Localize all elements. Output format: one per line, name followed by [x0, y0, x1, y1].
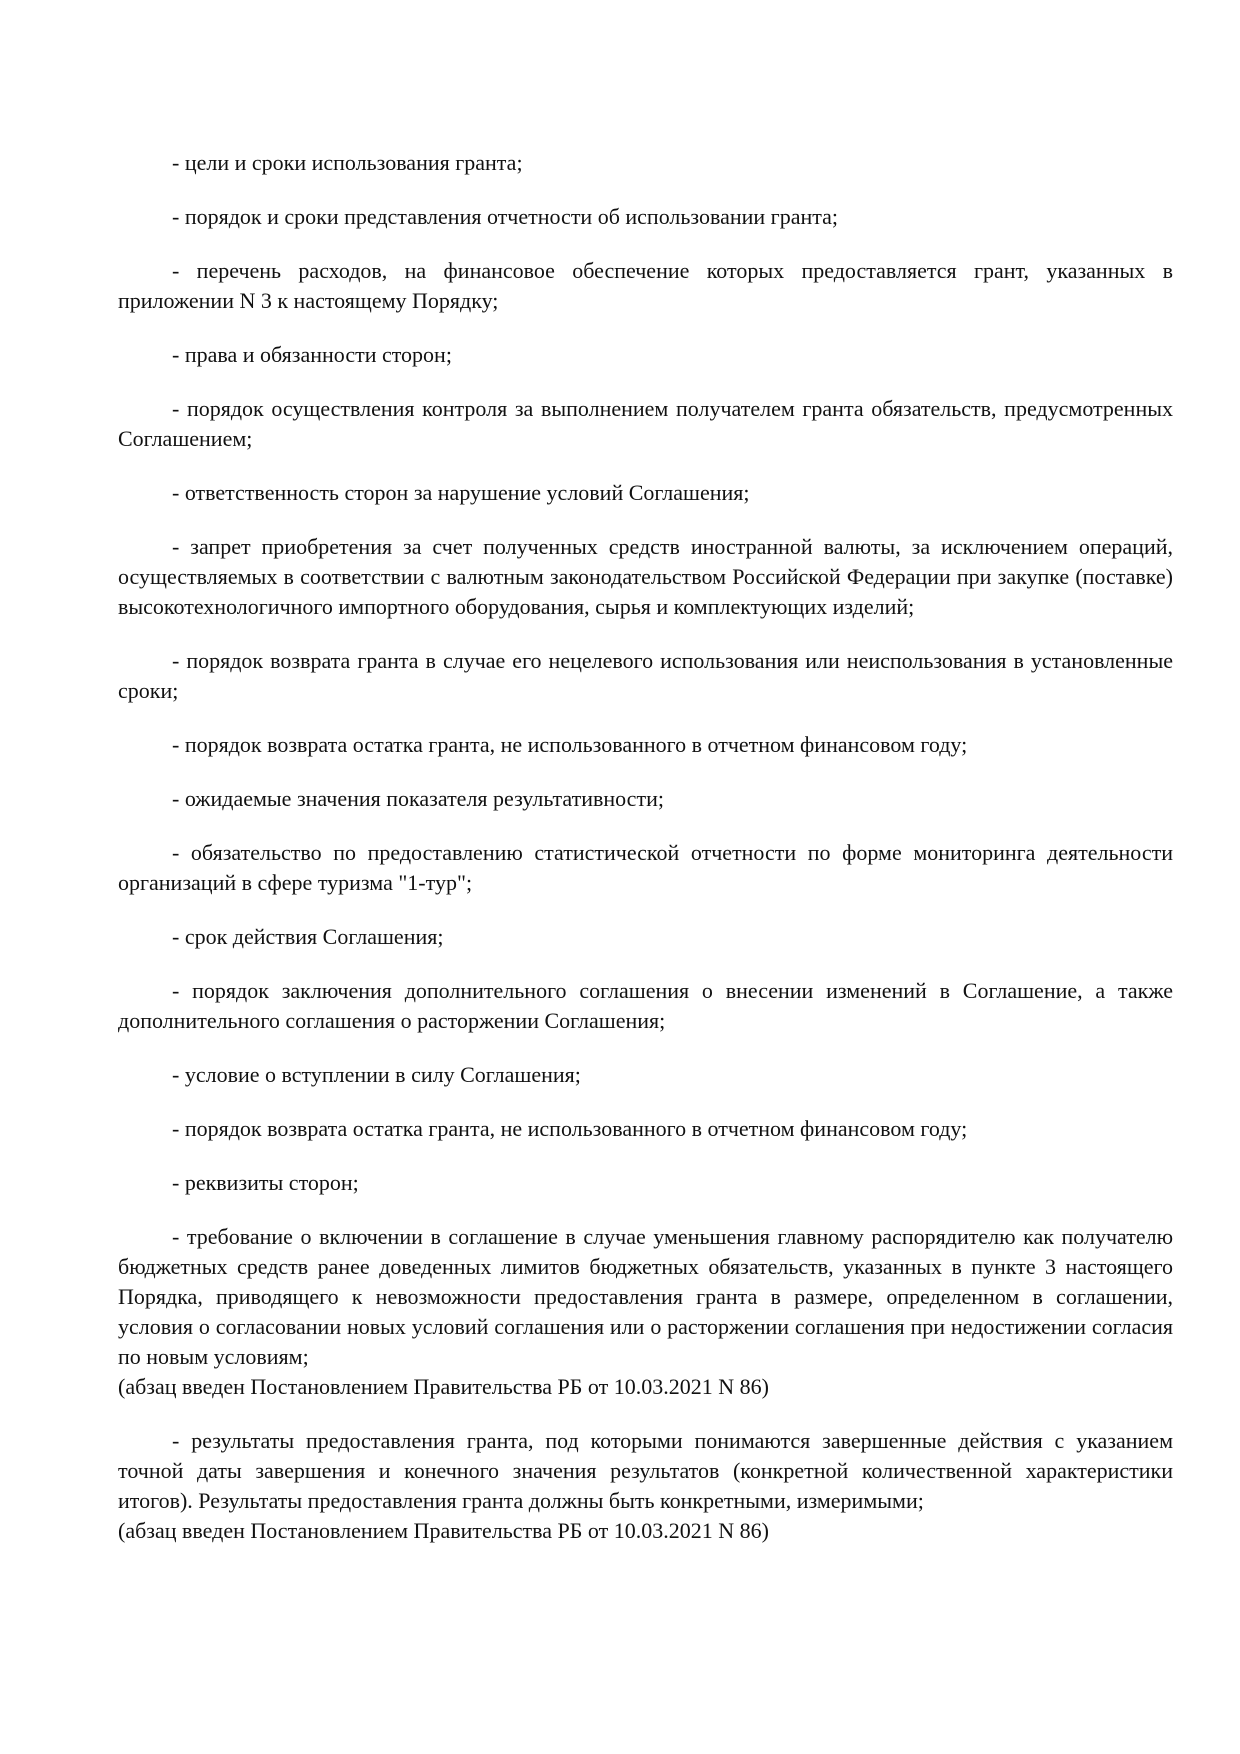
- list-item: [118, 1222, 1173, 1402]
- item-text: - результаты предоставления гранта, под которыми понимаются завершенные действия с указанием точной даты завершения и конечного значения результатов (конкретной количественной характеристики итогов). Результаты предоставления гранта должны быть конкретными, измеримыми;: [118, 1428, 1173, 1513]
- item-text: - ожидаемые значения показателя результативности;: [172, 786, 664, 811]
- list-item: [118, 394, 1173, 454]
- item-text: - цели и сроки использования гранта;: [172, 150, 523, 175]
- item-text: - перечень расходов, на финансовое обеспечение которых предоставляется грант, указанных в приложении N 3 к настоящему Порядку;: [118, 258, 1173, 313]
- list-item: [118, 1426, 1173, 1546]
- list-item: [118, 1114, 1173, 1144]
- amendment-note: (абзац введен Постановлением Правительства РБ от 10.03.2021 N 86): [118, 1518, 769, 1543]
- item-text: - порядок возврата остатка гранта, не использованного в отчетном финансовом году;: [172, 1116, 968, 1141]
- list-item: [118, 730, 1173, 760]
- list-item: [118, 784, 1173, 814]
- list-item: [118, 1060, 1173, 1090]
- list-item: [118, 838, 1173, 898]
- list-item: [118, 148, 1173, 178]
- item-text: - порядок осуществления контроля за выполнением получателем гранта обязательств, предусмотренных Соглашением;: [118, 396, 1173, 451]
- item-text: - ответственность сторон за нарушение условий Соглашения;: [172, 480, 750, 505]
- item-text: - реквизиты сторон;: [172, 1170, 359, 1195]
- item-text: - порядок и сроки представления отчетности об использовании гранта;: [172, 204, 838, 229]
- list-item: [118, 976, 1173, 1036]
- list-item: [118, 922, 1173, 952]
- item-text: - порядок возврата остатка гранта, не использованного в отчетном финансовом году;: [172, 732, 968, 757]
- list-item: [118, 256, 1173, 316]
- list-item: [118, 646, 1173, 706]
- item-text: - запрет приобретения за счет полученных средств иностранной валюты, за исключением операций, осуществляемых в соответствии с валютным законодательством Российской Федерации при закупке (поставке) высокотехнологичного импортного оборудования, сырья и комплектующих изделий;: [118, 534, 1173, 619]
- item-text: - условие о вступлении в силу Соглашения;: [172, 1062, 581, 1087]
- item-text: - обязательство по предоставлению статистической отчетности по форме мониторинга деятельности организаций в сфере туризма "1-тур";: [118, 840, 1173, 895]
- item-text: - требование о включении в соглашение в случае уменьшения главному распорядителю как получателю бюджетных средств ранее доведенных лимитов бюджетных обязательств, указанных в пункте 3 настоящего Порядка, приводящего к невозможности предоставления гранта в размере, определенном в соглашении, условия о согласовании новых условий соглашения или о расторжении соглашения при недостижении согласия по новым условиям;: [118, 1224, 1173, 1369]
- item-text: - порядок заключения дополнительного соглашения о внесении изменений в Соглашение, а также дополнительного соглашения о расторжении Соглашения;: [118, 978, 1173, 1033]
- list-item: [118, 1168, 1173, 1198]
- item-text: - права и обязанности сторон;: [172, 342, 452, 367]
- amendment-note: (абзац введен Постановлением Правительства РБ от 10.03.2021 N 86): [118, 1374, 769, 1399]
- document-page: [118, 148, 1173, 1570]
- list-item: [118, 340, 1173, 370]
- item-text: - порядок возврата гранта в случае его нецелевого использования или неиспользования в установленные сроки;: [118, 648, 1173, 703]
- list-item: [118, 202, 1173, 232]
- list-item: [118, 532, 1173, 622]
- list-item: [118, 478, 1173, 508]
- item-text: - срок действия Соглашения;: [172, 924, 444, 949]
